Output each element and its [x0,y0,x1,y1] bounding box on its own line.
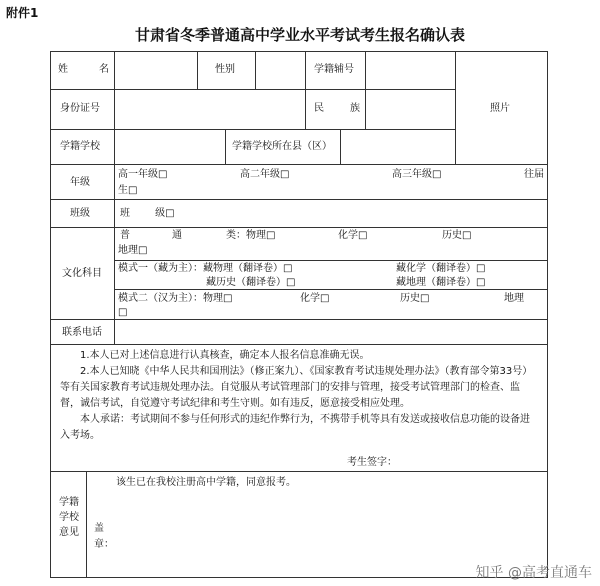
grade-option-4-cont: 生□ [118,185,138,196]
declaration-2: 2.本人已知晓《中华人民共和国刑法》（修正案九）、《国家教育考试违规处理办法》（教育部令第33号）等有关国家教育考试违规处理办法。自觉服从考试管理部门的安排与管理，接受考试管理部门的检查、监督，诚信考试，自觉遵守考试纪律和考生守则。如有违反，愿意接受相应处理。 [60,366,533,409]
phone-label: 联系电话 [62,327,102,338]
school-label: 学籍学校 [60,141,100,152]
grade-label: 年级 [70,177,90,188]
signature-label: 考生签字： [347,457,397,468]
grade-option-4: 往届 [524,169,544,180]
mode1-geography: 藏地理（翻译卷）□ [396,277,486,288]
grade-option-1: 高一年级□ [118,169,168,180]
mode2-geography-box: □ [118,307,128,318]
gender-label: 性别 [215,64,235,75]
declaration-1: 1.本人已对上述信息进行认真核查，确定本人报名信息准确无误。 [80,350,370,361]
form-title: 甘肃省冬季普通高中学业水平考试考生报名确认表 [134,26,465,44]
mode1-physics: 模式一（藏为主）：藏物理（翻译卷）□ [118,263,293,274]
regular-history: 历史□ [442,230,472,241]
mode2-history: 历史□ [400,293,430,304]
id-card-label: 身份证号 [60,103,100,114]
opinion-label-line3: 意见 [59,527,79,538]
subjects-label: 文化科目 [62,268,102,279]
ethnic-label-part1: 民 [314,103,324,114]
grade-option-3: 高三年级□ [392,169,442,180]
name-label-part1: 姓 [58,64,68,75]
attachment-label: 附件1 [6,6,39,20]
class-label: 班级 [70,208,90,219]
ethnic-label-part2: 族 [350,103,360,114]
mode2-physics: 模式二（汉为主）：物理□ [118,293,233,304]
class-value: 班 级□ [120,208,175,219]
regular-word2: 通 [172,230,182,241]
grade-option-2: 高二年级□ [240,169,290,180]
photo-placeholder: 照片 [490,103,510,114]
declaration-3: 本人承诺：考试期间不参与任何形式的违纪作弊行为，不携带手机等具有发送或接收信息功能的设备进入考场。 [60,414,530,441]
opinion-label-line1: 学籍 [59,497,79,508]
mode1-chemistry: 藏化学（翻译卷）□ [396,263,486,274]
seal-label-line2: 章： [94,539,114,550]
watermark-text: 知乎 @高考直通车 [475,565,592,581]
student-number-label: 学籍辅号 [314,64,354,75]
registration-form [50,51,548,578]
mode1-history: 藏历史（翻译卷）□ [206,277,296,288]
name-label-part2: 名 [99,64,109,75]
regular-word1: 普 [120,230,130,241]
regular-geography: 地理□ [118,245,148,256]
mode2-geography: 地理 [504,293,524,304]
seal-label-line1: 盖 [94,523,104,534]
regular-physics: 类：物理□ [226,230,276,241]
opinion-label-line2: 学校 [59,512,79,523]
school-county-label: 学籍学校所在县（区） [232,141,332,152]
opinion-text: 该生已在我校注册高中学籍，同意报考。 [116,477,296,488]
mode2-chemistry: 化学□ [300,293,330,304]
regular-chemistry: 化学□ [338,230,368,241]
